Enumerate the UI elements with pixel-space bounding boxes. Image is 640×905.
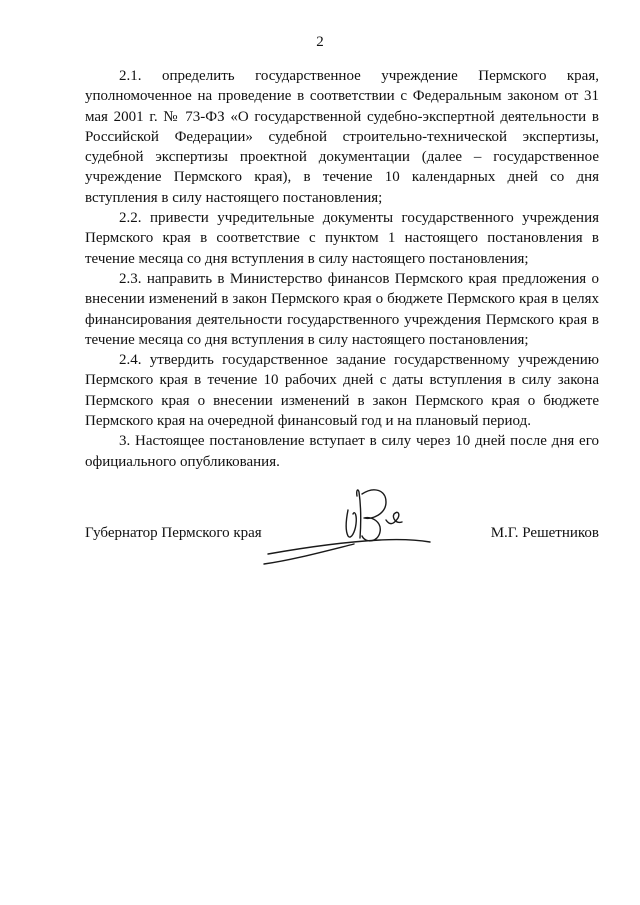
paragraph-2-3: 2.3. направить в Министерство финансов Пермского края предложения о внесении изменений в закон Пермского края о бюджете Пермского края в целях финансирования деятельности государственного учреждения Пермского края в течение месяца со дня вступления в силу настоящего постановления; xyxy=(85,270,599,348)
signer-name: М.Г. Решетников xyxy=(490,525,599,541)
signature-block xyxy=(0,480,640,580)
page-number: 2 xyxy=(316,34,324,50)
document-body xyxy=(85,66,599,472)
paragraph-2-1: 2.1. определить государственное учреждение Пермского края, уполномоченное на проведение в соответствии с Федеральным законом от 31 мая 2001 г. № 73-ФЗ «О государственной судебно-экспертной деятельности в Российской Федерации» судебной строительно-технической экспертизы, судебной экспертизы проектной документации (далее – государственное учреждение Пермского края), в течение 10 календарных дней со дня вступления в силу настоящего постановления; xyxy=(85,68,599,206)
handwritten-signature xyxy=(262,480,462,578)
paragraph-2-4: 2.4. утвердить государственное задание государственному учреждению Пермского края в течение 10 рабочих дней с даты вступления в силу закона Пермского края о внесении изменений в закон Пермского края о бюджете Пермского края на очередной финансовый год и на плановый период. xyxy=(85,352,599,430)
paragraph-2-2: 2.2. привести учредительные документы государственного учреждения Пермского края в соответствие с пунктом 1 настоящего постановления в течение месяца со дня вступления в силу настоящего постановления; xyxy=(85,210,599,267)
paragraph-3: 3. Настоящее постановление вступает в силу через 10 дней после дня его официального опубликования. xyxy=(85,433,599,470)
signer-title: Губернатор Пермского края xyxy=(85,525,262,541)
